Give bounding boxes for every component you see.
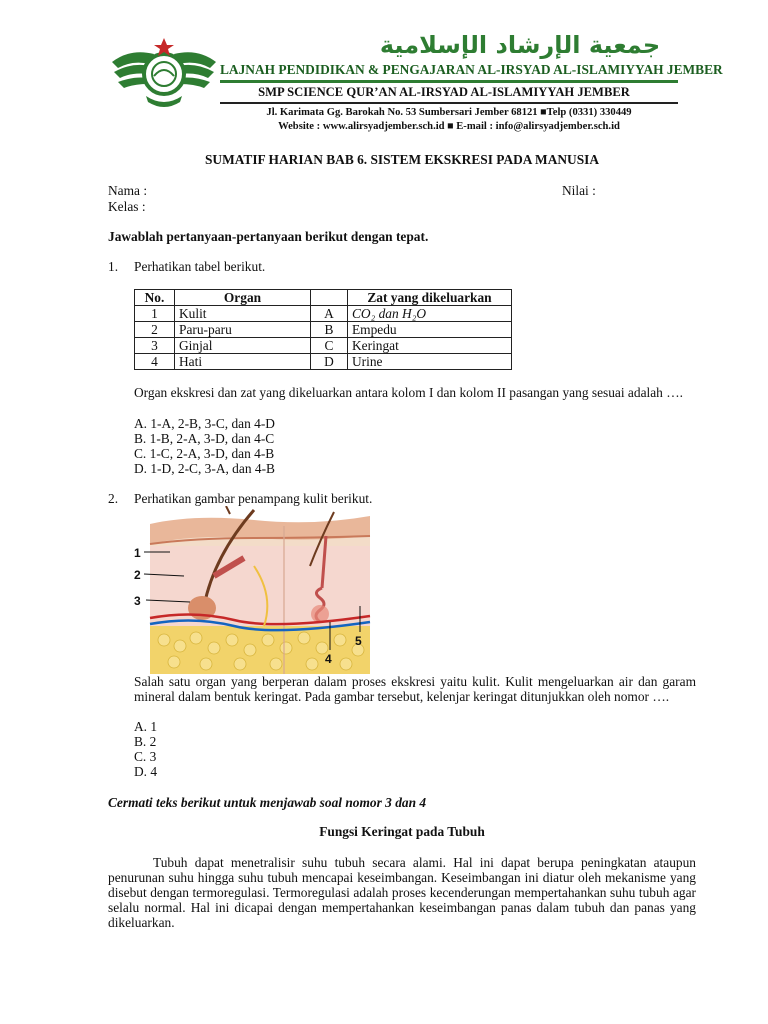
table-cell: B (311, 322, 348, 338)
table-row (135, 322, 512, 338)
question-2-number: 2. (108, 491, 119, 506)
figure-label-2: 2 (134, 568, 141, 582)
table-cell: C (311, 338, 348, 354)
question-1-option-a: A. 1-A, 2-B, 3-C, dan 4-D (134, 416, 275, 431)
table-header-row (135, 290, 512, 306)
question-2-option-b: B. 2 (134, 734, 157, 749)
question-2-option-c: C. 3 (134, 749, 157, 764)
figure-label-3: 3 (134, 594, 141, 608)
table-row (135, 338, 512, 354)
table-cell: 2 (135, 322, 175, 338)
organization-name: LAJNAH PENDIDIKAN & PENGAJARAN AL-IRSYAD AL-ISLAMIYYAH JEMBER (220, 62, 723, 77)
reading-title: Fungsi Keringat pada Tubuh (319, 824, 485, 839)
table-cell: Keringat (348, 338, 512, 354)
figure-label-5: 5 (355, 634, 362, 648)
question-1-text: Organ ekskresi dan zat yang dikeluarkan antara kolom I dan kolom II pasangan yang sesuai adalah …. (134, 385, 683, 400)
question-1-option-b: B. 1-B, 2-A, 3-D, dan 4-C (134, 431, 275, 446)
question-2-option-a: A. 1 (134, 719, 158, 734)
header-divider-green (220, 80, 678, 83)
nilai-field: Nilai : (562, 183, 596, 198)
table-row (135, 306, 512, 322)
question-1-number: 1. (108, 259, 119, 274)
question-2-prompt: Perhatikan gambar penampang kulit berikut. (134, 491, 373, 506)
table-row (135, 354, 512, 370)
table-cell: Empedu (348, 322, 512, 338)
header-divider (220, 102, 678, 104)
table-cell: Kulit (175, 306, 311, 322)
school-name: SMP SCIENCE QUR’AN AL-IRSYAD AL-ISLAMIYYAH JEMBER (258, 85, 630, 99)
question-2-option-d: D. 4 (134, 764, 158, 779)
school-logo-icon (110, 34, 218, 116)
arabic-organization-name: جمعية الإرشاد الإسلامية (379, 31, 661, 59)
table-cell: 4 (135, 354, 175, 370)
instruction: Jawablah pertanyaan-pertanyaan berikut dengan tepat. (108, 229, 429, 244)
table-cell: Ginjal (175, 338, 311, 354)
table-header: No. (135, 290, 175, 306)
table-cell: 1 (135, 306, 175, 322)
table-cell: Urine (348, 354, 512, 370)
reading-intro: Cermati teks berikut untuk menjawab soal nomor 3 dan 4 (108, 795, 427, 810)
table-cell: A (311, 306, 348, 322)
table-cell: CO₂ dan H₂O (348, 306, 512, 322)
table-header (311, 290, 348, 306)
skin-cross-section-figure (134, 506, 376, 674)
exam-title: SUMATIF HARIAN BAB 6. SISTEM EKSKRESI PADA MANUSIA (204, 152, 600, 167)
question-2-text: Salah satu organ yang berperan dalam proses ekskresi yaitu kulit. Kulit mengeluarkan air dan garam mineral dalam bentuk keringat. Pada gambar tersebut, kelenjar keringat ditunjukkan oleh nomor …. (134, 674, 696, 704)
question-1-option-c: C. 1-C, 2-A, 3-D, dan 4-B (134, 446, 275, 461)
school-contact: Website : www.alirsyadjember.sch.id ■ E-mail : info@alirsyadjember.sch.id (278, 121, 620, 132)
reading-body: Tubuh dapat menetralisir suhu tubuh secara alami. Hal ini dapat berupa peningkatan ataupun penurunan suhu hingga suhu tubuh mencapai keseimbangan. Keseimbangan ini diatur oleh mekanisme yang disebut dengan termoregulasi. Termoregulasi adalah proses kecenderungan mempertahankan suhu tubuh agar selalu normal. Hal ini dicapai dengan mempertahankan keseimbangan panas dalam tubuh dan panas yang dikeluarkan. (108, 855, 696, 930)
school-address: Jl. Karimata Gg. Barokah No. 53 Sumbersari Jember 68121 ■Telp (0331) 330449 (266, 107, 632, 118)
kelas-field: Kelas : (108, 199, 146, 214)
question-1-option-d: D. 1-D, 2-C, 3-A, dan 4-B (134, 461, 275, 476)
organ-table (134, 289, 512, 370)
table-header: Organ (175, 290, 311, 306)
figure-label-1: 1 (134, 546, 141, 560)
nama-field: Nama : (108, 183, 148, 198)
table-header: Zat yang dikeluarkan (348, 290, 512, 306)
table-cell: Hati (175, 354, 311, 370)
table-cell: D (311, 354, 348, 370)
letterhead (108, 31, 723, 136)
table-cell: 3 (135, 338, 175, 354)
figure-label-4: 4 (325, 652, 332, 666)
question-1-prompt: Perhatikan tabel berikut. (134, 259, 266, 274)
table-cell: Paru-paru (175, 322, 311, 338)
